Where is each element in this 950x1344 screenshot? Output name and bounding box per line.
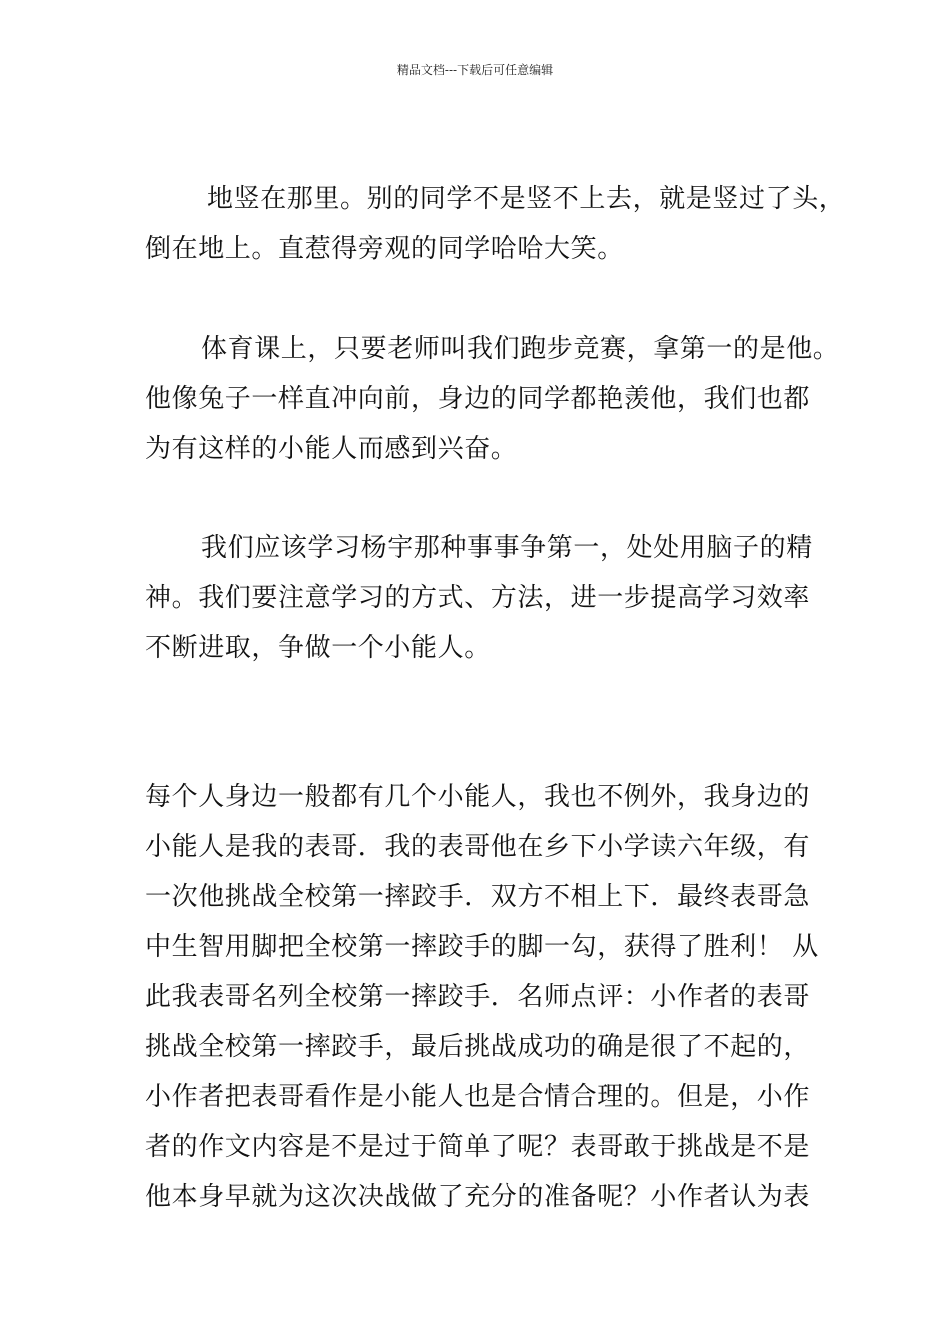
text-line: 他本身早就为这次决战做了充分的准备呢？小作者认为表 <box>145 1182 811 1212</box>
text-line: 他像兔子一样直冲向前，身边的同学都艳羡他，我们也都 <box>145 384 811 414</box>
paragraph-2 <box>145 324 840 474</box>
text-line: 我们应该学习杨宇那种事事争第一，处处用脑子的精 <box>201 533 813 563</box>
page-header: 精品文档---下载后可任意编辑 <box>396 63 554 77</box>
text-line: 一次他挑战全校第一摔跤手．双方不相上下．最终表哥急 <box>145 882 811 912</box>
text-line: 此我表哥名列全校第一摔跤手．名师点评：小作者的表哥 <box>145 982 811 1012</box>
text-line: 体育课上，只要老师叫我们跑步竞赛，拿第一的是他。 <box>201 334 840 364</box>
text-line: 挑战全校第一摔跤手，最后挑战成功的确是很了不起的， <box>145 1032 811 1062</box>
text-line: 者的作文内容是不是过于简单了呢？表哥敢于挑战是不是 <box>145 1132 811 1162</box>
text-line: 倒在地上。直惹得旁观的同学哈哈大笑。 <box>145 234 624 264</box>
text-line: 神。我们要注意学习的方式、方法，进一步提高学习效率 <box>145 583 811 613</box>
text-line: 每个人身边一般都有几个小能人，我也不例外，我身边的 <box>145 782 811 812</box>
text-line: 小能人是我的表哥．我的表哥他在乡下小学读六年级，有 <box>145 832 811 862</box>
text-line: 不断进取，争做一个小能人。 <box>145 633 491 663</box>
text-line: 中生智用脚把全校第一摔跤手的脚一勾，获得了胜利！ 从 <box>145 932 819 962</box>
text-line: 小作者把表哥看作是小能人也是合情合理的。但是，小作 <box>145 1082 811 1112</box>
text-line: 为有这样的小能人而感到兴奋。 <box>145 434 518 464</box>
paragraph-1 <box>145 174 846 274</box>
text-line: 地竖在那里。别的同学不是竖不上去，就是竖过了头， <box>207 184 846 214</box>
paragraph-4 <box>145 772 819 1222</box>
paragraph-3 <box>145 523 815 673</box>
